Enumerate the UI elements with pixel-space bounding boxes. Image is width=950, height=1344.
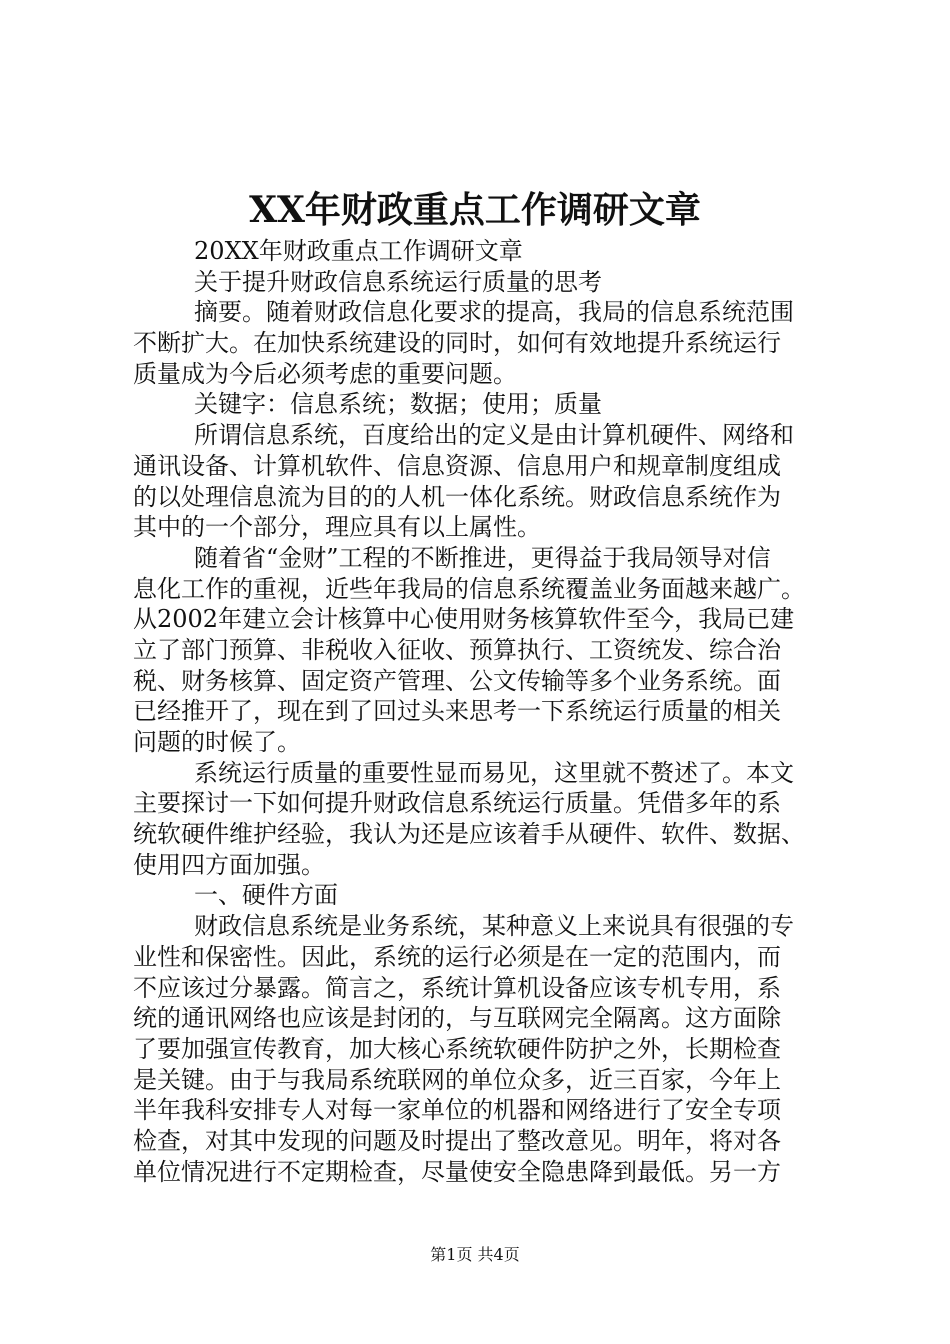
body-line: 所谓信息系统，百度给出的定义是由计算机硬件、网络和: [133, 421, 795, 450]
body-line: 是关键。由于与我局系统联网的单位众多，近三百家，今年上: [133, 1065, 781, 1094]
body-line: 一、硬件方面: [133, 881, 339, 910]
body-line: 关键字：信息系统；数据；使用；质量: [133, 390, 603, 419]
body-line: 统的通讯网络也应该是封闭的，与互联网完全隔离。这方面除: [133, 1004, 781, 1033]
body-line: 其中的一个部分，理应具有以上属性。: [133, 513, 541, 542]
body-line: 息化工作的重视，近些年我局的信息系统覆盖业务面越来越广。: [133, 574, 805, 603]
body-line: 质量成为今后必须考虑的重要问题。: [133, 359, 517, 388]
body-line: 主要探讨一下如何提升财政信息系统运行质量。凭借多年的系: [133, 789, 781, 818]
body-line: 检查，对其中发现的问题及时提出了整改意见。明年，将对各: [133, 1126, 781, 1155]
body-line: 关于提升财政信息系统运行质量的思考: [133, 267, 603, 296]
body-line: 了要加强宣传教育，加大核心系统软硬件防护之外，长期检查: [133, 1034, 781, 1063]
body-line: 单位情况进行不定期检查，尽量使安全隐患降到最低。另一方: [133, 1157, 781, 1186]
body-line: 的以处理信息流为目的的人机一体化系统。财政信息系统作为: [133, 482, 781, 511]
page-footer: 第1页 共4页: [430, 1245, 520, 1264]
body-line: 问题的时候了。: [133, 728, 301, 756]
body-line: 不应该过分暴露。简言之，系统计算机设备应该专机专用，系: [133, 973, 781, 1002]
body-line: 税、财务核算、固定资产管理、公文传输等多个业务系统。面: [133, 666, 781, 695]
body-line: 随着省“金财”工程的不断推进，更得益于我局领导对信: [133, 543, 771, 572]
body-line: 立了部门预算、非税收入征收、预算执行、工资统发、综合治: [133, 635, 781, 664]
body-line: 通讯设备、计算机软件、信息资源、信息用户和规章制度组成: [133, 451, 781, 480]
body-line: 业性和保密性。因此，系统的运行必须是在一定的范围内，而: [133, 942, 781, 971]
document-title: XX年财政重点工作调研文章: [249, 189, 701, 231]
body-line: 系统运行质量的重要性显而易见，这里就不赘述了。本文: [133, 758, 795, 787]
body-line: 不断扩大。在加快系统建设的同时，如何有效地提升系统运行: [133, 329, 781, 358]
document-body: [133, 236, 849, 1187]
body-line: 20XX年财政重点工作调研文章: [133, 237, 523, 265]
body-line: 财政信息系统是业务系统，某种意义上来说具有很强的专: [133, 912, 795, 941]
body-line: 已经推开了，现在到了回过头来思考一下系统运行质量的相关: [133, 697, 781, 726]
body-line: 统软硬件维护经验，我认为还是应该着手从硬件、软件、数据、: [133, 820, 805, 849]
body-line: 半年我科安排专人对每一家单位的机器和网络进行了安全专项: [133, 1096, 781, 1125]
body-line: 摘要。随着财政信息化要求的提高，我局的信息系统范围: [133, 298, 795, 327]
body-line: 从2002年建立会计核算中心使用财务核算软件至今，我局已建: [133, 605, 795, 634]
body-line: 使用四方面加强。: [133, 850, 325, 879]
